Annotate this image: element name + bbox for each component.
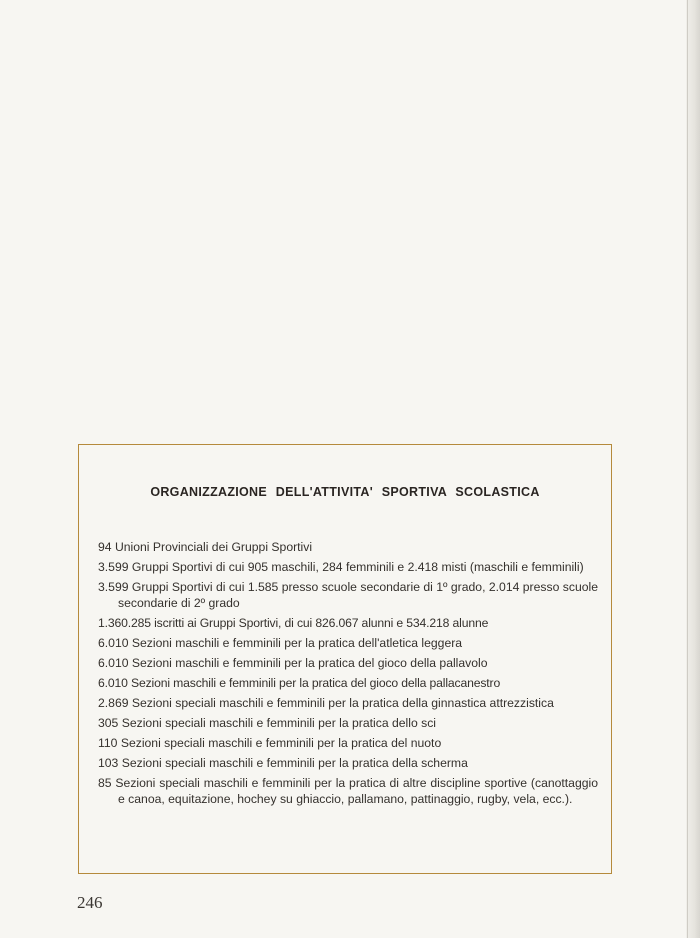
list-item: 6.010 Sezioni maschili e femminili per la pratica del gioco della pallavolo	[98, 656, 488, 670]
page-number: 246	[77, 893, 103, 912]
statistics-list	[98, 539, 598, 811]
list-item: 94 Unioni Provinciali dei Gruppi Sportivi	[98, 540, 313, 554]
page-edge-line	[687, 0, 688, 938]
list-item: 85 Sezioni speciali maschili e femminili per la pratica di altre discipline sportive (canottaggio e canoa, equitazione, hochey su ghiaccio, pallamano, pattinaggio, rugby, vela, ecc.).	[98, 776, 598, 806]
list-item: 3.599 Gruppi Sportivi di cui 905 maschili, 284 femminili e 2.418 misti (maschili e femminili)	[98, 560, 584, 574]
list-item: 3.599 Gruppi Sportivi di cui 1.585 presso scuole secondarie di 1º grado, 2.014 presso scuole secondarie di 2º grado	[98, 580, 598, 610]
list-item: 103 Sezioni speciali maschili e femminili per la pratica della scherma	[98, 756, 468, 770]
list-item: 6.010 Sezioni maschili e femminili per la pratica dell'atletica leggera	[98, 636, 463, 650]
content-frame	[78, 444, 612, 874]
list-item: 2.869 Sezioni speciali maschili e femminili per la pratica della ginnastica attrezzistica	[98, 696, 554, 710]
list-item: 6.010 Sezioni maschili e femminili per la pratica del gioco della pallacanestro	[98, 676, 501, 690]
list-item: 110 Sezioni speciali maschili e femminili per la pratica del nuoto	[98, 736, 442, 750]
page-edge	[686, 0, 700, 938]
section-title: ORGANIZZAZIONE DELL'ATTIVITA' SPORTIVA SCOLASTICA	[150, 485, 540, 499]
list-item: 305 Sezioni speciali maschili e femminili per la pratica dello sci	[98, 716, 437, 730]
list-item: 1.360.285 iscritti ai Gruppi Sportivi, di cui 826.067 alunni e 534.218 alunne	[98, 616, 489, 630]
